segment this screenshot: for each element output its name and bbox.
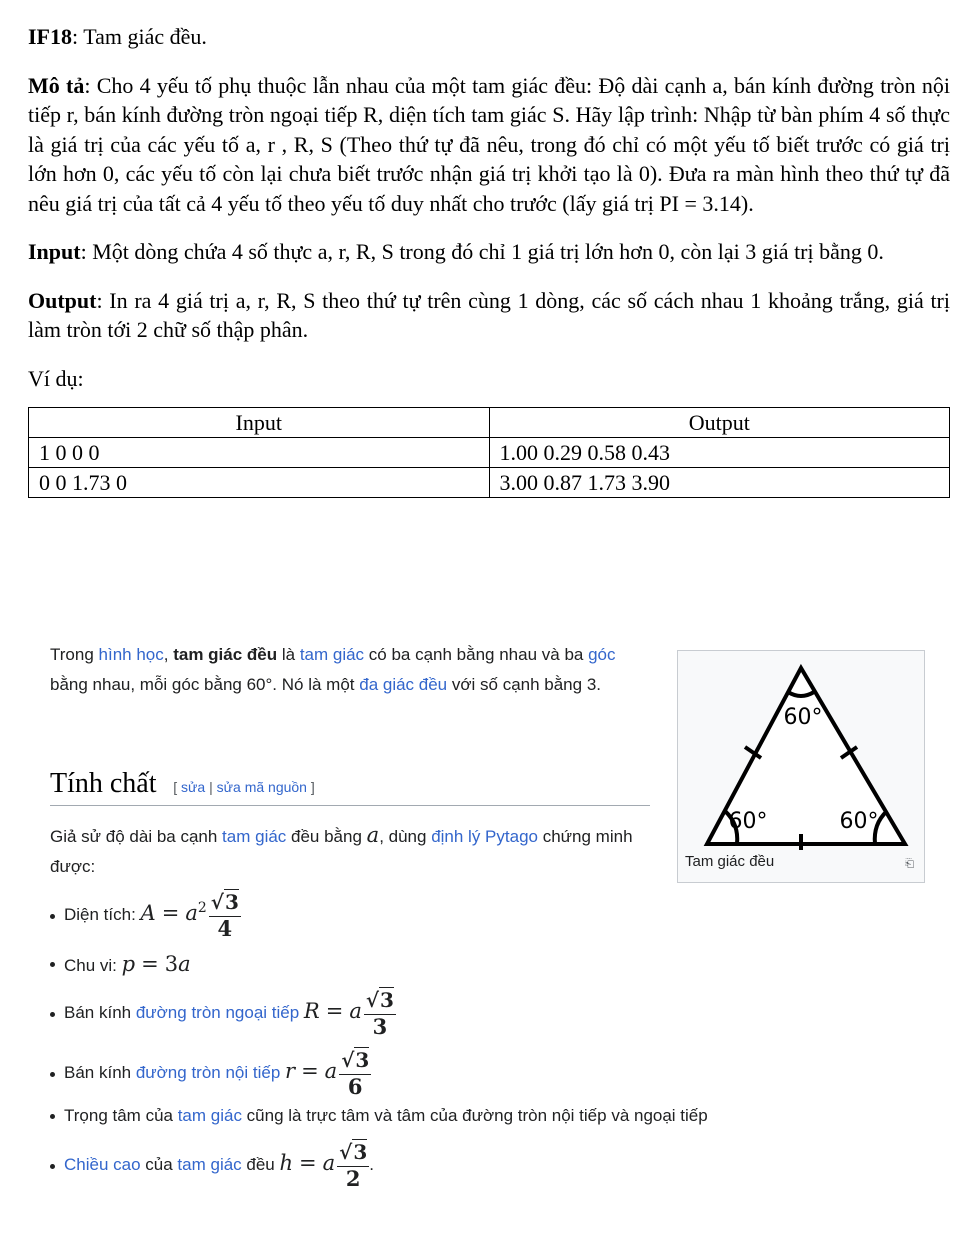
edit-link[interactable]: sửa [181, 779, 206, 795]
link-tam-giac[interactable]: tam giác [177, 1106, 242, 1125]
link-goc[interactable]: góc [588, 645, 616, 664]
table-row [29, 438, 950, 468]
link-hinh-hoc[interactable]: hình học [98, 645, 164, 664]
section-title: Tính chất [50, 768, 157, 799]
angle-label-right: 60° [839, 809, 879, 834]
wiki-intro: Trong hình học, tam giác đều là tam giác có ba cạnh bằng nhau và ba góc bằng nhau, mỗi góc bằng 60°. Nó là một đa giác đều với số cạnh bằng 3. [50, 645, 616, 694]
figure-caption: Tam giác đều [685, 853, 775, 870]
list-item-area: Diện tích: $A = a^2$ $\frac{√3}{4}$ [64, 890, 239, 941]
problem-statement [28, 22, 950, 498]
link-tam-giac[interactable]: tam giác [222, 827, 287, 846]
link-dinh-ly-pytago[interactable]: định lý Pytago [431, 827, 538, 846]
triangle-figure [677, 650, 925, 883]
edit-section: [ sửa | sửa mã nguồn ] [173, 779, 315, 795]
list-item-circumradius: Bán kính đường tròn ngoại tiếp R = a $\frac{√3}{3}$ [64, 988, 394, 1039]
problem-input: Input: Một dòng chứa 4 số thực a, r, R, S trong đó chỉ 1 giá trị lớn hơn 0, còn lại 3 giá trị bằng 0. [28, 239, 884, 264]
table-cell: 1 0 0 0 [29, 438, 490, 468]
link-duong-tron-ngoai-tiep[interactable]: đường tròn ngoại tiếp [135, 1002, 300, 1022]
problem-description: Mô tả: Cho 4 yếu tố phụ thuộc lẫn nhau của một tam giác đều: Độ dài cạnh a, bán kính đường tròn nội tiếp r, bán kính đường tròn ngoại tiếp R, diện tích tam giác S. Hãy lập trình: Nhập từ bàn phím 4 số thực là giá trị của các yếu tố a, r , R, S (Theo thứ tự đã nêu, trong đó chỉ có một yếu tố biết trước có giá trị lớn hơn 0, các yếu tố còn lại chưa biết trước nhận giá trị khởi tạo là 0). Đưa ra màn hình theo thứ tự đã nêu giá trị của tất cả 4 yếu tố theo yếu tố duy nhất cho trước (lấy giá trị PI = 3.14). [28, 72, 950, 216]
link-chieu-cao[interactable]: Chiều cao [64, 1154, 141, 1174]
list-item-height: Chiều cao của tam giác đều h = a $\frac{√3}{2}$ . [64, 1140, 374, 1191]
angle-label-left: 60° [728, 809, 768, 834]
section-heading [50, 768, 650, 806]
proof-paragraph: Giả sử độ dài ba cạnh tam giác đều bằng a, dùng định lý Pytago chứng minh được: [50, 823, 633, 876]
table-cell: 1.00 0.29 0.58 0.43 [489, 438, 950, 468]
table-row [29, 468, 950, 498]
table-cell: 0 0 1.73 0 [29, 468, 490, 498]
table-header: Input [29, 408, 490, 438]
example-label: Ví dụ: [28, 365, 84, 391]
example-table [28, 407, 950, 498]
list-item-centroid: Trọng tâm của tam giác cũng là trực tâm và tâm của đường tròn nội tiếp và ngoại tiếp [64, 1106, 708, 1125]
link-da-giac-deu[interactable]: đa giác đều [359, 675, 448, 694]
equilateral-triangle-image[interactable] [681, 654, 921, 850]
link-duong-tron-noi-tiep[interactable]: đường tròn nội tiếp [135, 1062, 281, 1082]
problem-output: Output: In ra 4 giá trị a, r, R, S theo thứ tự trên cùng 1 dòng, các số cách nhau 1 khoảng trắng, giá trị làm tròn tới 2 chữ số thập phân. [28, 287, 950, 342]
table-header-row [29, 408, 950, 438]
problem-title: IF18: Tam giác đều. [28, 24, 207, 49]
list-item-inradius: Bán kính đường tròn nội tiếp r = a $\frac{√3}{6}$ [64, 1048, 370, 1099]
link-tam-giac[interactable]: tam giác [299, 645, 365, 664]
table-header: Output [489, 408, 950, 438]
list-item-perimeter: Chu vi: p = 3a [64, 952, 191, 976]
link-tam-giac[interactable]: tam giác [177, 1154, 242, 1174]
table-cell: 3.00 0.87 1.73 3.90 [489, 468, 950, 498]
edit-source-link[interactable]: sửa mã nguồn [216, 779, 307, 795]
angle-label-top: 60° [783, 705, 823, 730]
enlarge-icon[interactable]: ⎗ [905, 858, 914, 870]
